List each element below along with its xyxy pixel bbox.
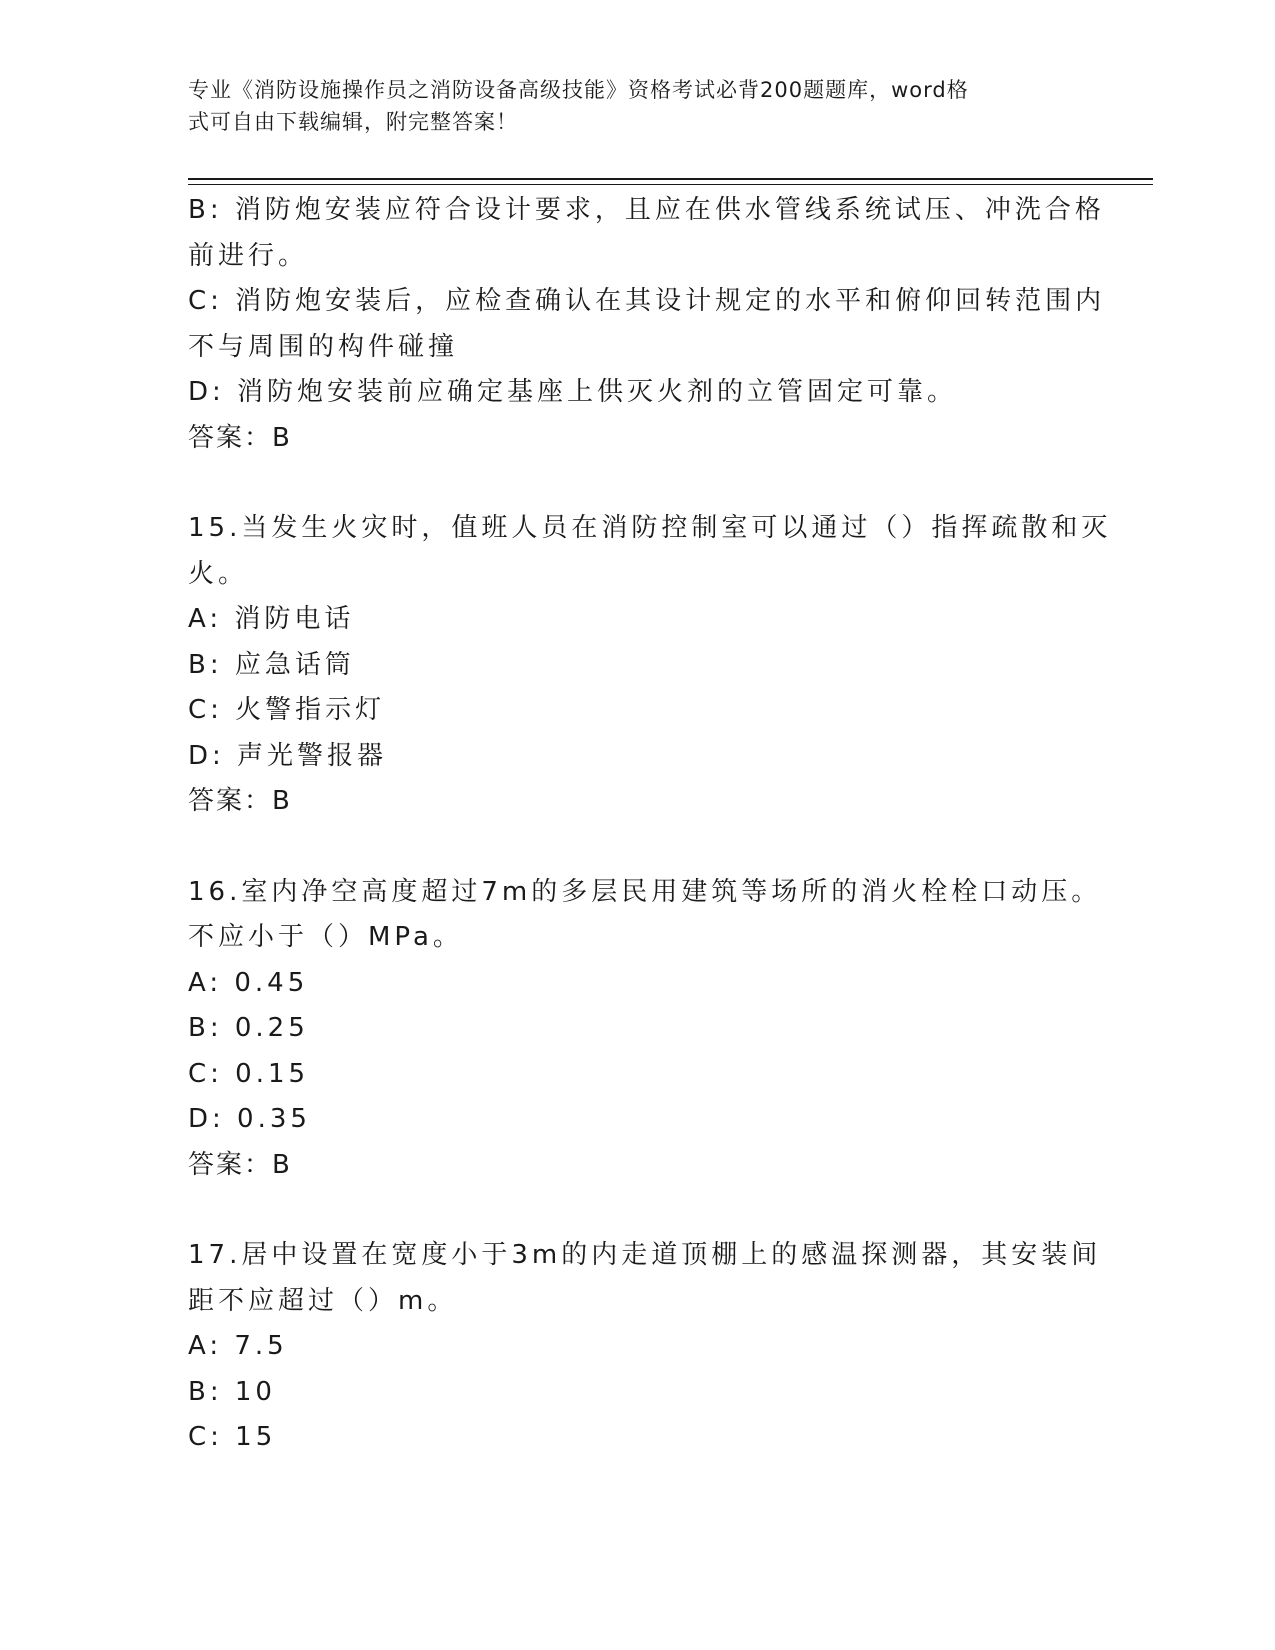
option-c: C: 火警指示灯: [188, 695, 386, 725]
spacer: [188, 461, 1088, 506]
question-17: [188, 1233, 1102, 1461]
question-stem-line-1: 15.当发生火灾时，值班人员在消防控制室可以通过（）指挥疏散和灭: [188, 513, 1112, 543]
question-list: [188, 188, 1112, 1461]
question-stem-line-2: 火。: [188, 558, 249, 589]
option-b: B: 10: [188, 1376, 276, 1407]
option-a: A: 7.5: [188, 1331, 288, 1361]
header-divider-thick: [188, 178, 1153, 180]
answer: 答案：B: [188, 1149, 292, 1180]
question-stem-line-1: 17.居中设置在宽度小于3m的内走道顶棚上的感温探测器，其安装间: [188, 1240, 1102, 1270]
option-b-line-2: 前进行。: [188, 240, 309, 271]
answer: 答案：B: [188, 786, 292, 816]
option-b-line-1: B: 消防炮安装应符合设计要求，且应在供水管线系统试压、冲洗合格: [188, 195, 1105, 225]
question-stem-line-1: 16.室内净空高度超过7m的多层民用建筑等场所的消火栓栓口动压。: [188, 876, 1102, 907]
option-c: C: 0.15: [188, 1058, 310, 1089]
spacer: [188, 825, 1088, 870]
option-c-line-2: 不与周围的构件碰撞: [188, 331, 459, 362]
header-divider-thin: [188, 184, 1153, 185]
option-c-line-1: C: 消防炮安装后，应检查确认在其设计规定的水平和俯仰回转范围内: [188, 286, 1106, 316]
option-c: C: 15: [188, 1422, 277, 1452]
header-line-2: 式可自由下载编辑，附完整答案！: [188, 110, 518, 134]
answer: 答案：B: [188, 422, 292, 453]
option-b: B: 应急话筒: [188, 649, 355, 680]
option-d: D: 0.35: [188, 1104, 311, 1134]
question-15: [188, 506, 1112, 825]
question-stem-line-2: 距不应超过（）m。: [188, 1285, 458, 1316]
question-14: [188, 188, 1106, 461]
question-stem-line-2: 不应小于（）MPa。: [188, 922, 463, 952]
header-line-1: 专业《消防设施操作员之消防设备高级技能》资格考试必背200题题库，word格: [188, 78, 969, 102]
document-header: [188, 74, 1088, 138]
question-16: [188, 870, 1102, 1189]
option-d: D: 消防炮安装前应确定基座上供灭火剂的立管固定可靠。: [188, 377, 958, 407]
option-a: A: 0.45: [188, 967, 309, 998]
option-d: D: 声光警报器: [188, 740, 388, 771]
spacer: [188, 1188, 1088, 1233]
option-b: B: 0.25: [188, 1013, 309, 1043]
option-a: A: 消防电话: [188, 604, 355, 634]
